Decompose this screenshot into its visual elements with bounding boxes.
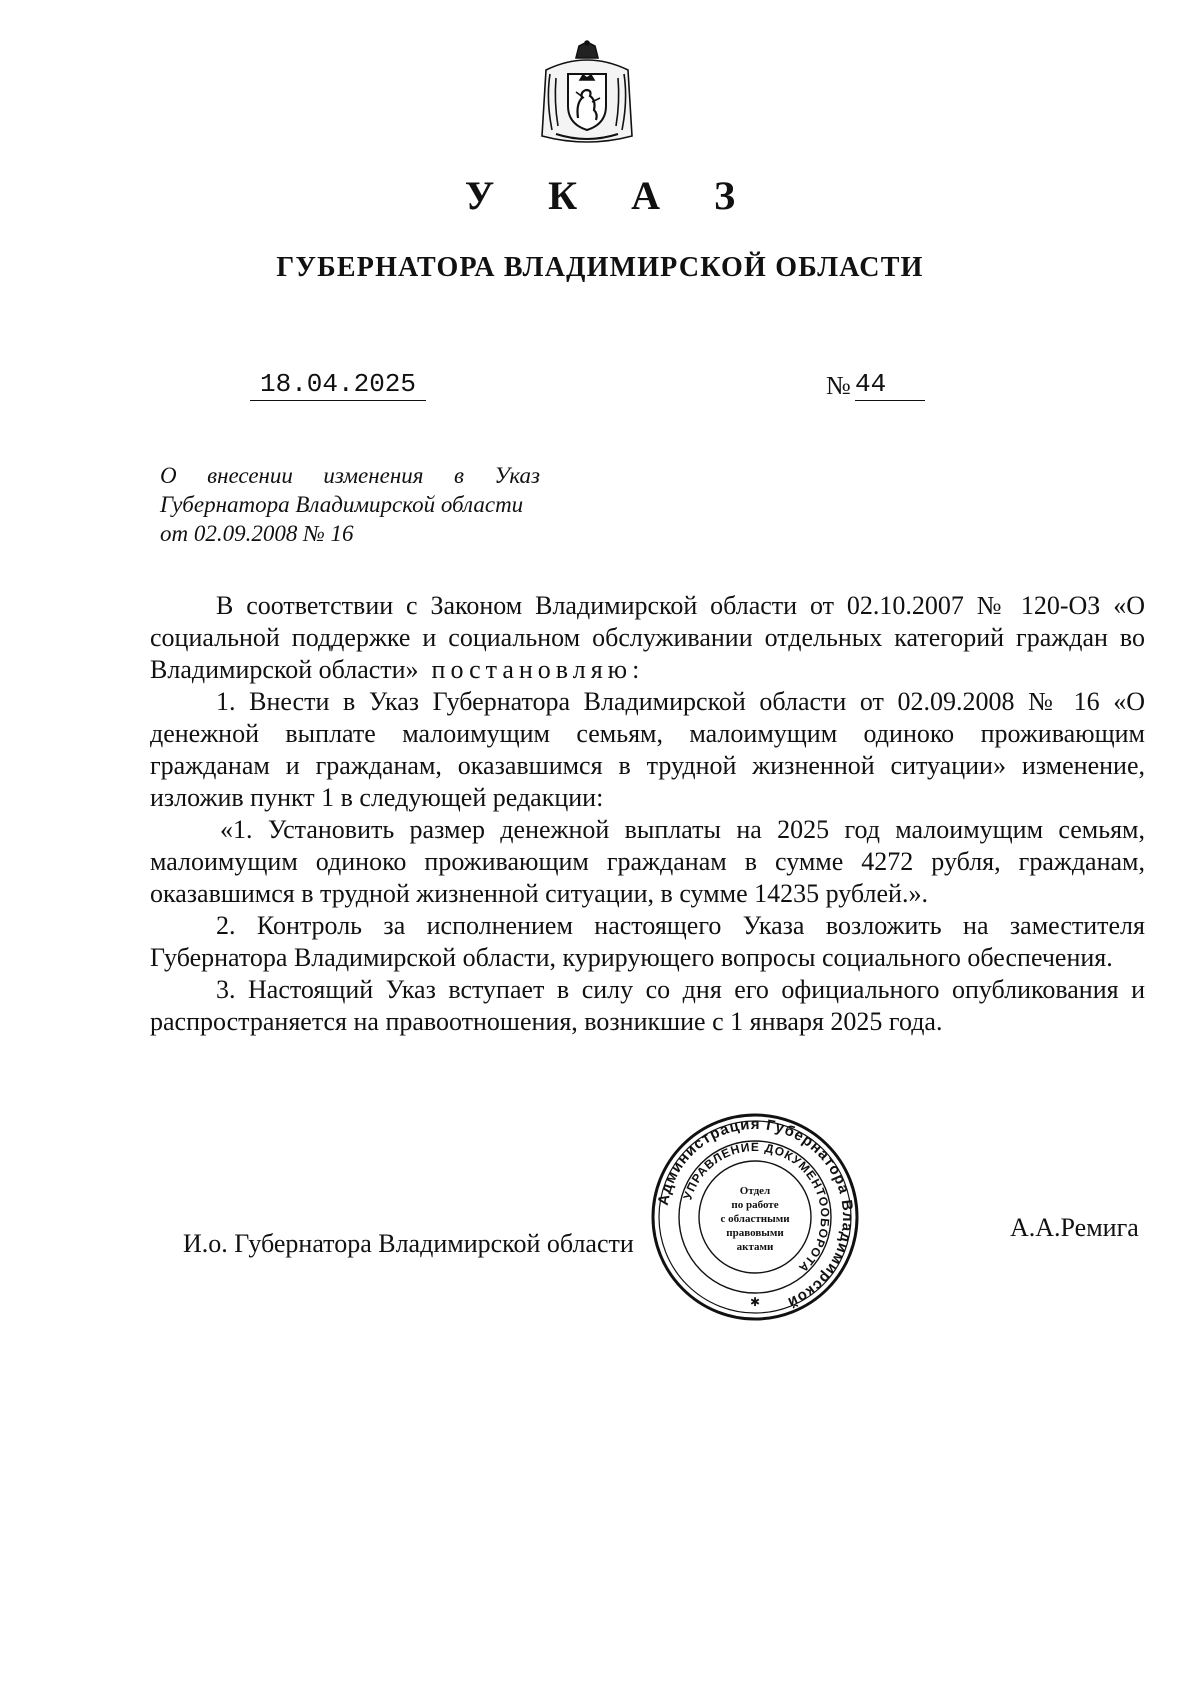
stamp-inner-text: УПРАВЛЕНИЕ ДОКУМЕНТООБОРОТА — [680, 1139, 833, 1276]
number-label: № — [826, 371, 851, 400]
subject-line: Губернатора Владимирской области — [160, 492, 524, 517]
decree-subject — [160, 461, 540, 548]
decree-body — [150, 590, 1145, 1038]
document-subtitle: ГУБЕРНАТОРА ВЛАДИМИРСКОЙ ОБЛАСТИ — [276, 252, 924, 283]
stamp-center-line: с областными — [720, 1213, 790, 1225]
official-seal-stamp — [648, 1110, 862, 1324]
item-1-quote-paragraph: «1. Установить размер денежной выплаты на 2025 год малоимущим семьям, малоимущим одиноко проживающим гражданам в сумме 4272 рубля, гражданам, оказавшимся в трудной жизненной ситуации, в сумме 14235 рублей.». — [150, 815, 1145, 908]
item-3-paragraph: 3. Настоящий Указ вступает в силу со дня его официального опубликования и распространяется на правоотношения, возникшие с 1 января 2025 года. — [150, 975, 1145, 1036]
item-1-paragraph: 1. Внести в Указ Губернатора Владимирской области от 02.09.2008 № 16 «О денежной выплате малоимущим семьям, малоимущим одиноко проживающим гражданам и гражданам, оказавшимся в трудной жизненной ситуации» изменение, изложив пункт 1 в следующей редакции: — [150, 687, 1145, 812]
preamble-paragraph — [150, 590, 1145, 686]
subject-line: от 02.09.2008 № 16 — [160, 521, 354, 546]
document-title: У К А З — [464, 173, 758, 218]
coat-of-arms-emblem — [532, 40, 642, 148]
subject-line: О внесении изменения в Указ — [160, 463, 540, 488]
stamp-center-line: правовыми — [726, 1227, 784, 1239]
preamble-text: В соответствии с Законом Владимирской области от 02.10.2007 № 120-ОЗ «О социальной поддержке и социальном обслуживании отдельных категорий граждан во Владимирской области» — [150, 591, 1145, 684]
stamp-star-icon: ✱ — [749, 1295, 761, 1309]
stamp-center-line: актами — [736, 1241, 774, 1253]
signatory-position: И.о. Губернатора Владимирской области — [183, 1229, 634, 1258]
stamp-center-line: по работе — [731, 1199, 779, 1211]
stamp-center-line: Отдел — [739, 1185, 771, 1197]
decree-number: 44 — [855, 368, 925, 401]
item-2-paragraph: 2. Контроль за исполнением настоящего Указа возложить на заместителя Губернатора Владимирской области, курирующего вопросы социального обеспечения. — [150, 911, 1145, 972]
signatory-name: А.А.Ремига — [1010, 1213, 1139, 1242]
stamp-outer-text: Администрация Губернатора Владимирской — [654, 1115, 857, 1312]
decree-word: постановляю: — [431, 655, 645, 684]
decree-date: 18.04.2025 — [250, 368, 426, 401]
